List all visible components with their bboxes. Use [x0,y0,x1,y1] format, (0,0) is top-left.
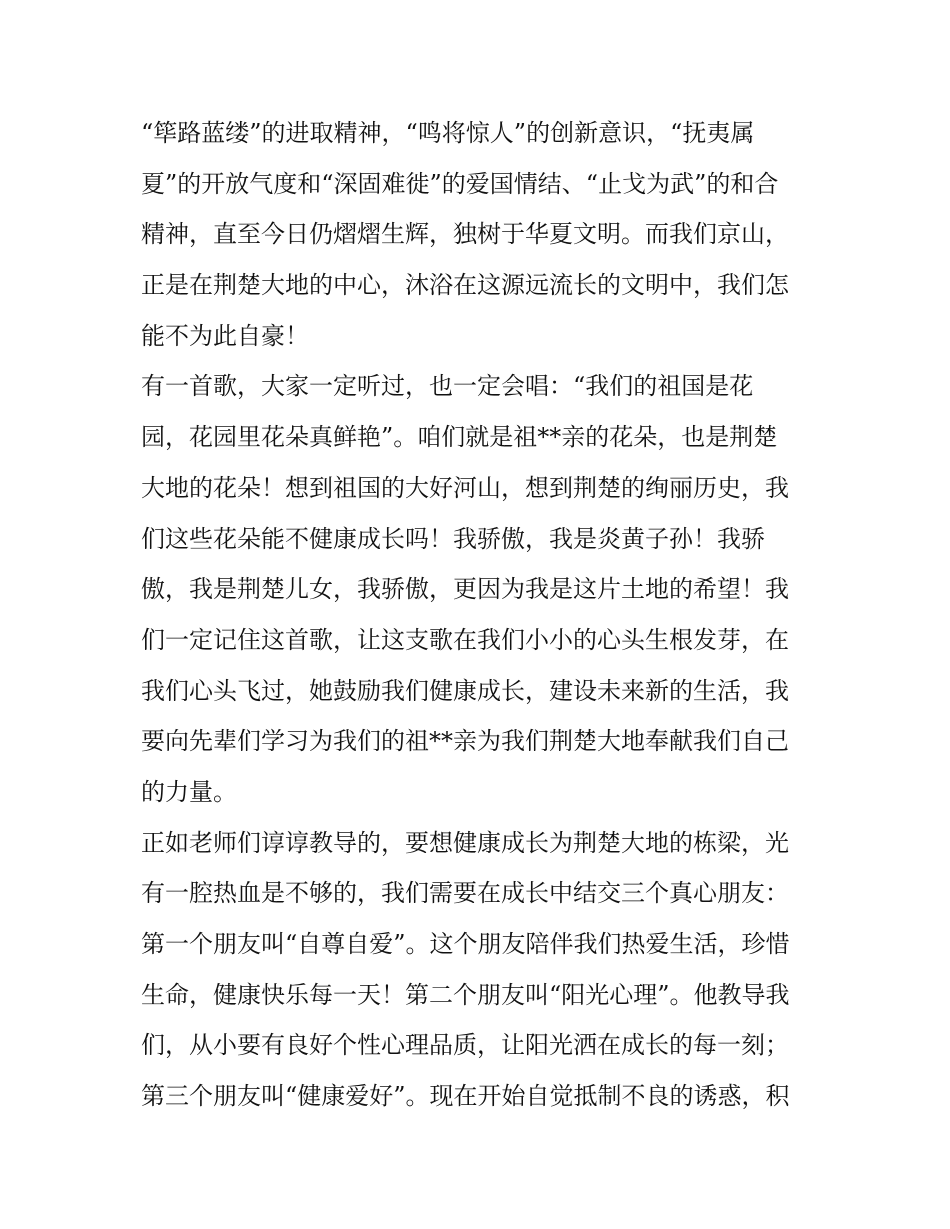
text-line: 们一定记住这首歌，让这支歌在我们小小的心头生根发芽，在 [141,625,789,654]
text-line: 我们心头飞过，她鼓励我们健康成长，建设未来新的生活，我 [141,676,789,705]
text-line: 能不为此自豪！ [141,321,309,350]
text-line: 有一腔热血是不够的，我们需要在成长中结交三个真心朋友： [141,879,789,908]
text-line: 们，从小要有良好个性心理品质，让阳光洒在成长的每一刻； [141,1031,789,1060]
text-line: 大地的花朵！想到祖国的大好河山，想到荆楚的绚丽历史，我 [141,473,789,502]
text-line: 傲，我是荆楚儿女，我骄傲，更因为我是这片土地的希望！我 [141,575,789,604]
text-line: 生命，健康快乐每一天！第二个朋友叫“阳光心理”。他教导我 [141,980,790,1009]
text-line: 有一首歌，大家一定听过，也一定会唱：“我们的祖国是花 [141,372,754,401]
text-line: 第三个朋友叫“健康爱好”。现在开始自觉抵制不良的诱惑，积 [141,1082,790,1111]
text-line: “筚路蓝缕”的进取精神，“鸣将惊人”的创新意识，“抚夷属 [141,119,755,147]
text-line: 精神，直至今日仍熠熠生辉，独树于华夏文明。而我们京山， [141,220,789,249]
text-line: 们这些花朵能不健康成长吗！我骄傲，我是炎黄子孙！我骄 [141,524,765,553]
document-body [141,108,813,1122]
text-line: 的力量。 [141,777,237,806]
text-line: 第一个朋友叫“自尊自爱”。这个朋友陪伴我们热爱生活，珍惜 [141,930,790,958]
text-line: 正是在荆楚大地的中心，沐浴在这源远流长的文明中，我们怎 [141,271,789,300]
text-line: 要向先辈们学习为我们的祖**亲为我们荆楚大地奉献我们自己 [141,727,789,756]
text-line: 夏”的开放气度和“深固难徙”的爱国情结、“止戈为武”的和合 [141,169,779,198]
text-line: 园，花园里花朵真鲜艳”。咱们就是祖**亲的花朵，也是荆楚 [141,423,778,452]
text-line: 正如老师们谆谆教导的，要想健康成长为荆楚大地的栋梁，光 [141,828,789,857]
